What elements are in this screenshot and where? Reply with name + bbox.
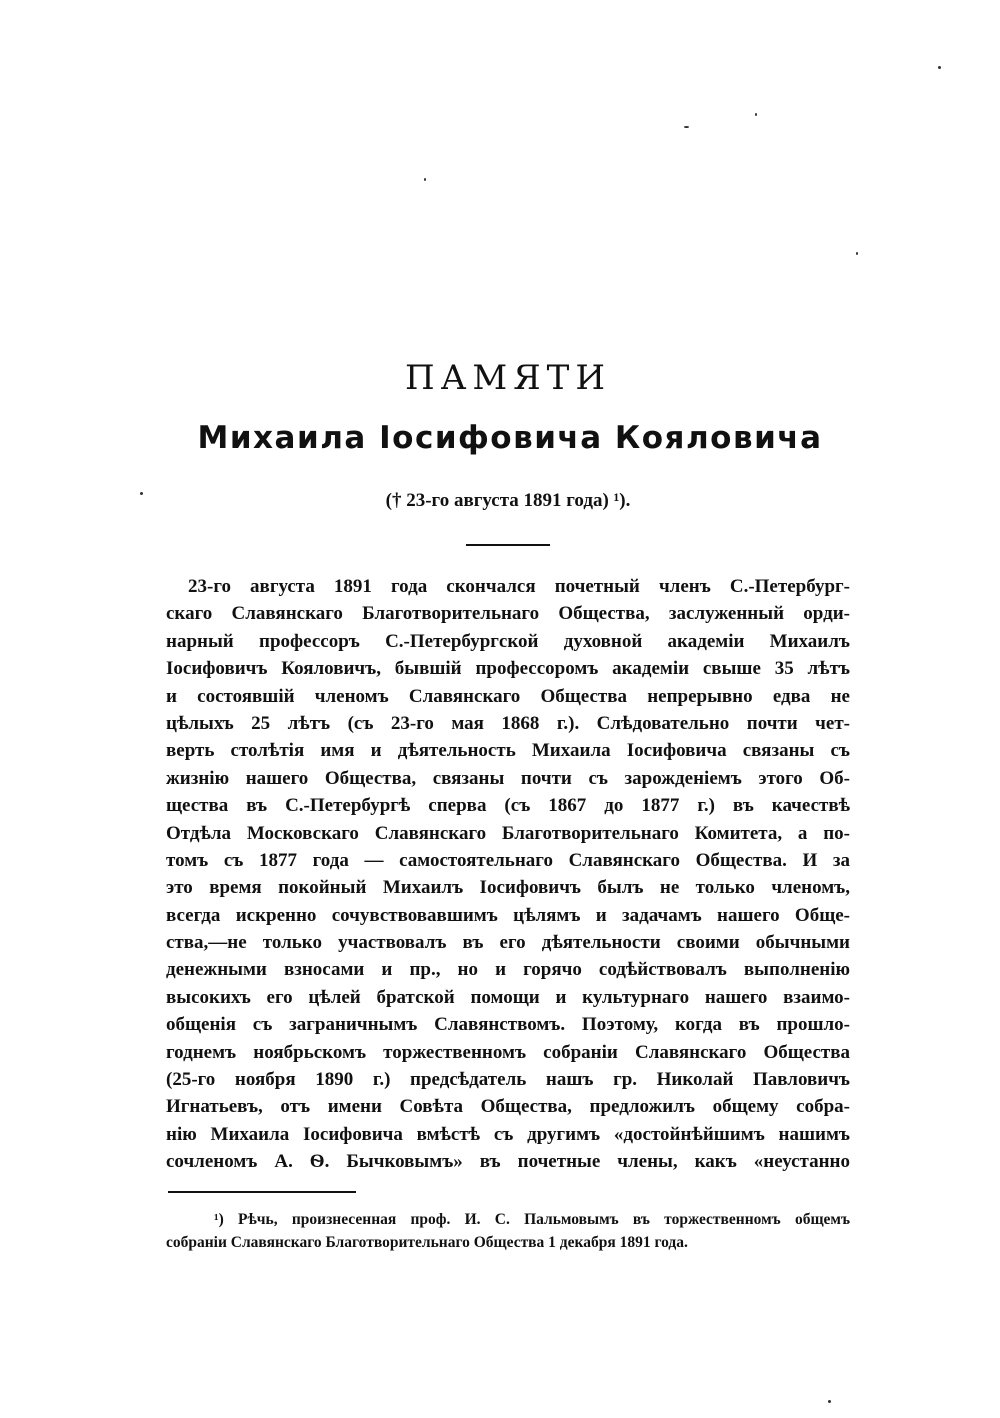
text-line: это время покойный Михаилъ Іосифовичъ былъ не только членомъ, bbox=[166, 877, 850, 899]
text-line: ства,—не только участвовалъ въ его дѣятельности своими обычными bbox=[166, 932, 850, 954]
text-line: всегда искренно сочувствовавшимъ цѣлямъ и задачамъ нашего Обще- bbox=[166, 904, 850, 926]
scan-speck bbox=[755, 113, 757, 116]
page-title: ПАМЯТИ bbox=[405, 358, 611, 398]
page-subtitle: Михаила Іосифовича Кояловича bbox=[197, 420, 823, 456]
text-line: верть столѣтія имя и дѣятельность Михаила Іосифовича связаны съ bbox=[166, 740, 850, 762]
text-line: сочленомъ А. Ѳ. Бычковымъ» въ почетные члены, какъ «неустанно bbox=[166, 1151, 850, 1173]
text-line: скаго Славянскаго Благотворительнаго Общества, заслуженный орди- bbox=[166, 603, 850, 625]
text-line: Отдѣла Московскаго Славянскаго Благотворительнаго Комитета, а по- bbox=[166, 822, 850, 844]
text-line: томъ съ 1877 года — самостоятельнаго Славянскаго Общества. И за bbox=[166, 849, 850, 871]
life-dates: († 23-го августа 1891 года) ¹). bbox=[385, 490, 631, 511]
text-line: Игнатьевъ, отъ имени Совѣта Общества, предложилъ общему собра- bbox=[166, 1096, 850, 1118]
text-line: цѣлыхъ 25 лѣтъ (съ 23-го мая 1868 г.). Слѣдовательно почти чет- bbox=[166, 712, 850, 734]
text-line: Іосифовичъ Кояловичъ, бывшій профессоромъ академіи свыше 35 лѣтъ bbox=[166, 658, 850, 680]
footnote-line: собраніи Славянскаго Благотворительнаго Общества 1 декабря 1891 года. bbox=[166, 1234, 688, 1251]
text-line: (25-го ноября 1890 г.) предсѣдатель нашъ гр. Николай Павловичъ bbox=[166, 1069, 850, 1091]
scan-speck bbox=[684, 126, 689, 128]
scan-speck bbox=[828, 1400, 831, 1403]
scan-speck bbox=[938, 66, 941, 69]
text-line: 23-го августа 1891 года скончался почетный членъ С.-Петербург- bbox=[188, 576, 850, 597]
footnote-line: ¹) Рѣчь, произнесенная проф. И. С. Пальмовымъ въ торжественномъ общемъ bbox=[214, 1211, 850, 1228]
text-line: общенія съ заграничнымъ Славянствомъ. Поэтому, когда въ прошло- bbox=[166, 1014, 850, 1036]
section-divider bbox=[466, 544, 550, 546]
text-line: нарный профессоръ С.-Петербургской духовной академіи Михаилъ bbox=[166, 630, 850, 652]
text-line: годнемъ ноябрьскомъ торжественномъ собраніи Славянскаго Общества bbox=[166, 1041, 850, 1063]
footnote-divider bbox=[168, 1191, 356, 1193]
body-paragraph bbox=[166, 573, 850, 1176]
scan-speck bbox=[856, 252, 858, 255]
text-line: и состоявшій членомъ Славянскаго Общества непрерывно едва не bbox=[166, 685, 850, 707]
scan-speck bbox=[424, 178, 426, 181]
text-line: нію Михаила Іосифовича вмѣстѣ съ другимъ «достойнѣйшимъ нашимъ bbox=[166, 1123, 850, 1145]
text-line: денежными взносами и пр., но и горячо содѣйствовалъ выполненію bbox=[166, 959, 850, 981]
text-line: высокихъ его цѣлей братской помощи и культурнаго нашего взаимо- bbox=[166, 986, 850, 1008]
text-line: щества въ С.-Петербургѣ сперва (съ 1867 до 1877 г.) въ качествѣ bbox=[166, 795, 850, 817]
text-line: жизнію нашего Общества, связаны почти съ зарожденіемъ этого Об- bbox=[166, 767, 850, 789]
footnote bbox=[166, 1208, 850, 1254]
